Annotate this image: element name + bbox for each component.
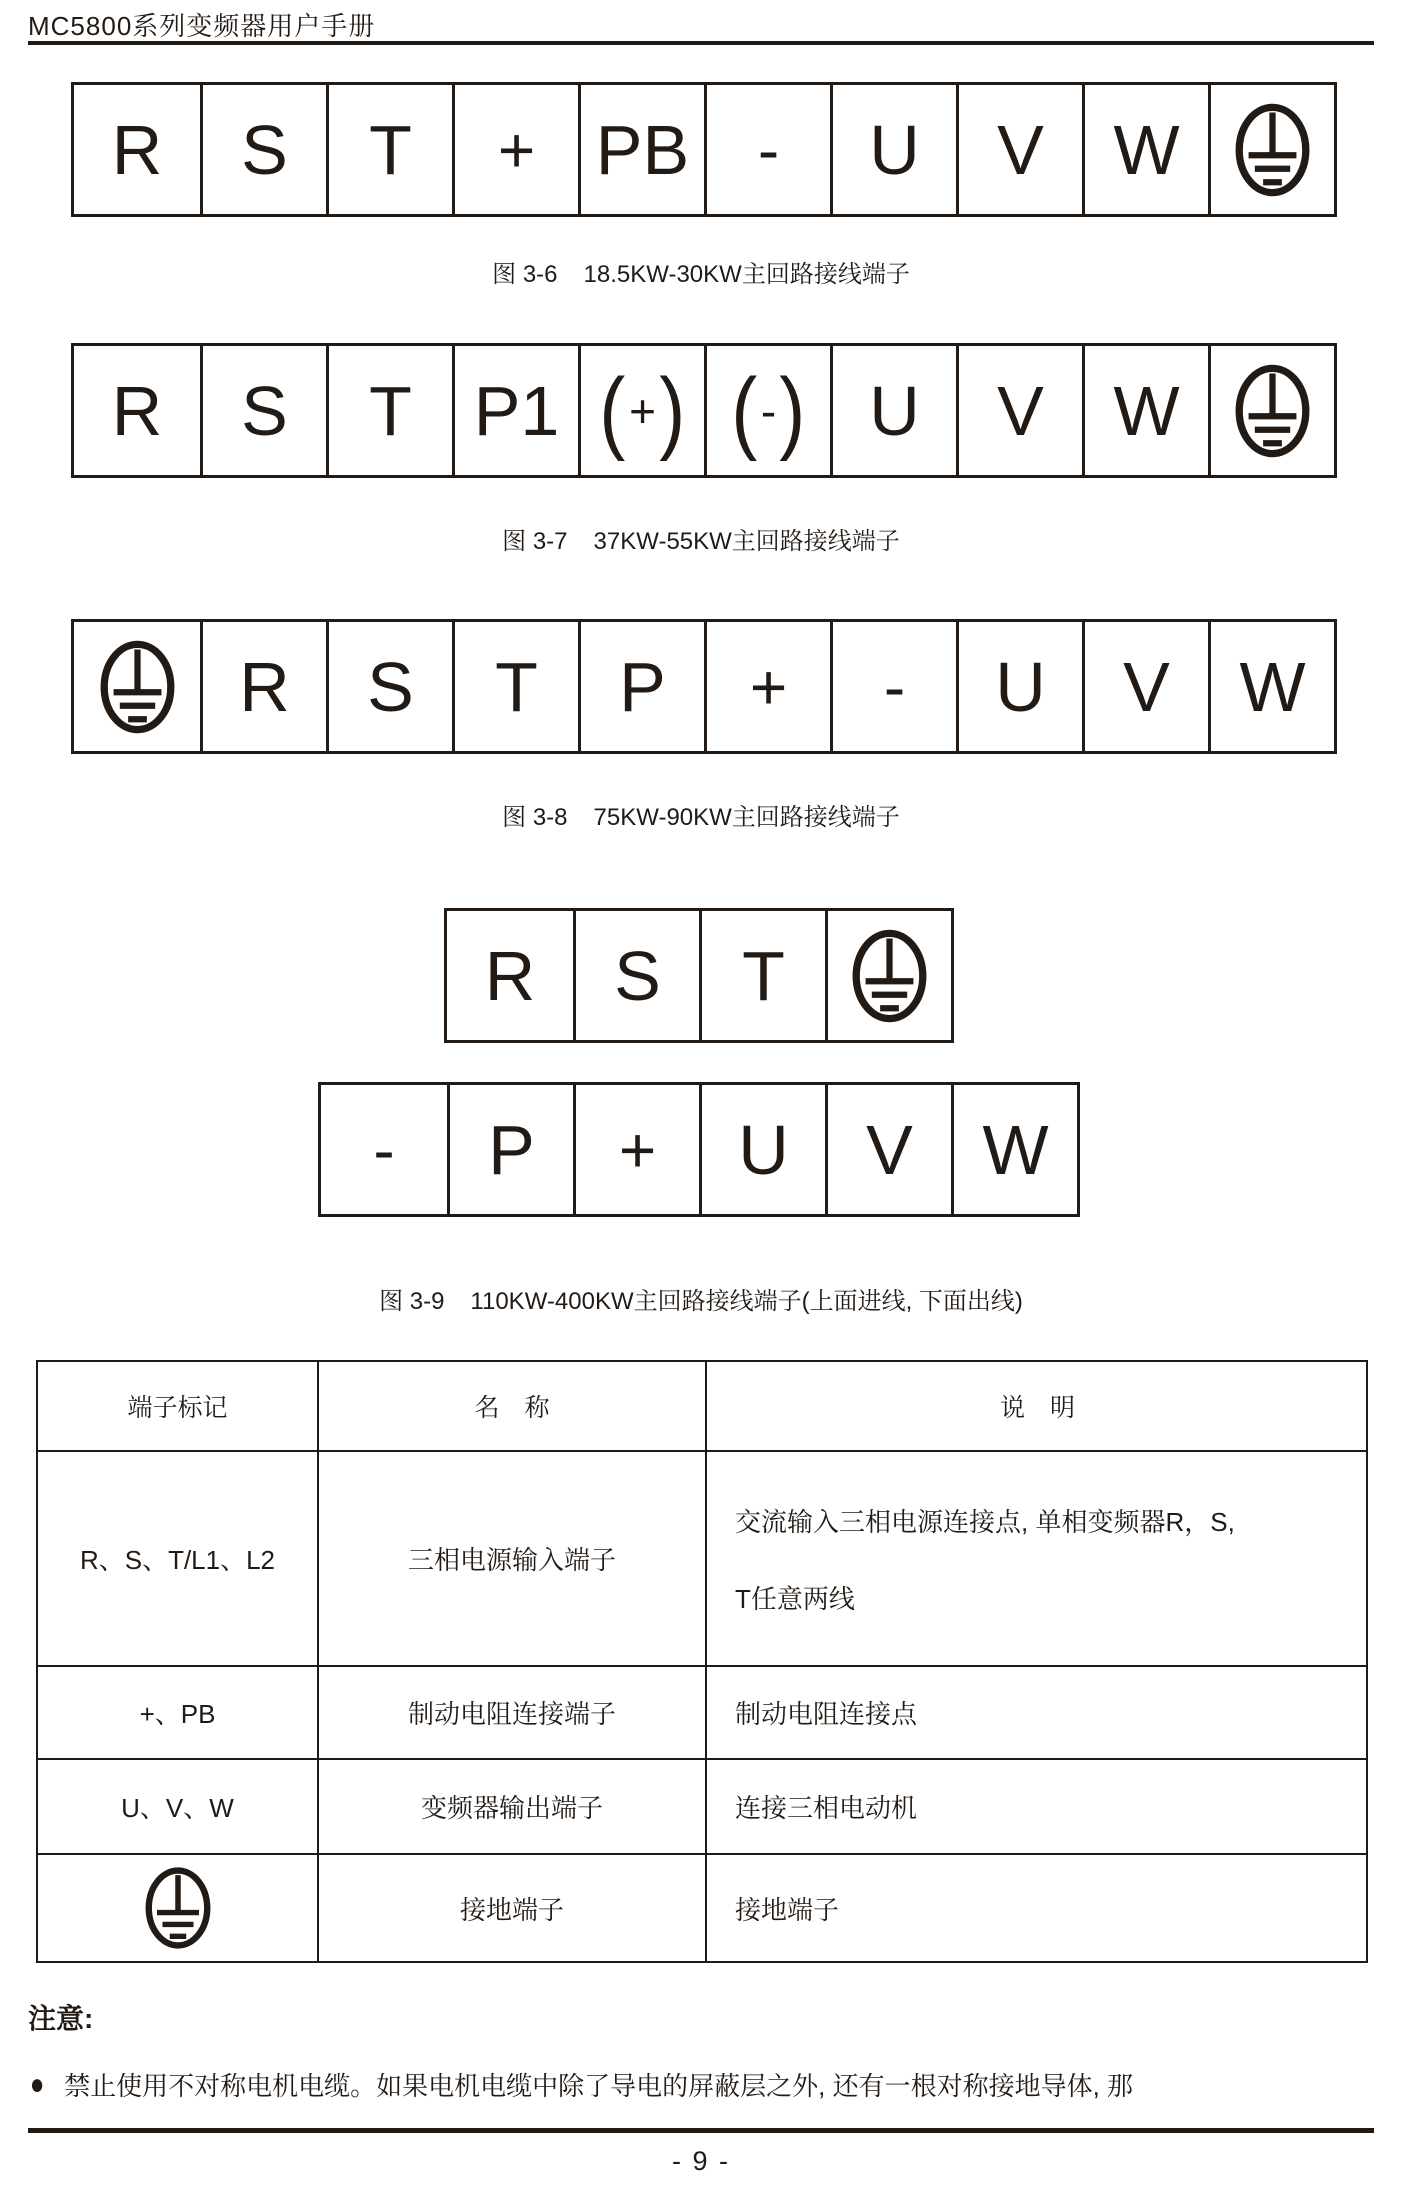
terminal-cell-ground <box>1208 85 1334 214</box>
table-header-desc: 说 明 <box>705 1362 1368 1450</box>
terminal-cell-ground <box>825 911 951 1040</box>
terminal-glyph: ) <box>659 359 686 462</box>
table-cell-mark: +、PB <box>139 1699 216 1729</box>
figure-label: 图 3-7 <box>502 528 568 555</box>
figure-label: 图 3-9 <box>379 1288 445 1315</box>
terminal-cell-+: + <box>452 85 578 214</box>
note-text: 禁止使用不对称电机电缆。如果电机电缆中除了导电的屏蔽层之外, 还有一根对称接地导体, 那 <box>64 2071 1134 2101</box>
terminal-cell-ground <box>1208 346 1334 475</box>
terminal-glyph: ( <box>599 359 626 462</box>
terminal-cell-+: + <box>704 622 830 751</box>
terminal-cell-W: W <box>951 1085 1077 1214</box>
terminal-strip-fig3-7 <box>71 343 1337 478</box>
figure-label: 图 3-8 <box>502 804 568 831</box>
description-line: T任意两线 <box>735 1583 855 1614</box>
terminal-glyph: ) <box>779 359 806 462</box>
protective-earth-ground-icon <box>144 1866 212 1950</box>
terminal-cell-W: W <box>1082 346 1208 475</box>
terminal-cell-+ <box>578 346 704 475</box>
terminal-cell-V: V <box>1082 622 1208 751</box>
description-line: 制动电阻连接点 <box>735 1699 918 1729</box>
figure-caption-text: 18.5KW-30KW主回路接线端子 <box>583 261 910 288</box>
page-number: - 9 - <box>671 2146 730 2176</box>
terminal-cell-U: U <box>830 346 956 475</box>
table-row <box>38 1758 1366 1853</box>
table-cell-name: 接地端子 <box>317 1855 705 1961</box>
table-row <box>38 1450 1366 1665</box>
figure-caption-text: 110KW-400KW主回路接线端子(上面进线, 下面出线) <box>470 1288 1023 1315</box>
description-line: 交流输入三相电源连接点, 单相变频器R，S, <box>735 1506 1235 1537</box>
table-header-row <box>38 1362 1366 1450</box>
terminal-strip-fig3-6 <box>71 82 1337 217</box>
description-line: 连接三相电动机 <box>735 1793 918 1823</box>
figure-caption-3-6 <box>0 254 1402 289</box>
figure-caption-text: 75KW-90KW主回路接线端子 <box>593 804 900 831</box>
table-cell-name: 变频器输出端子 <box>317 1760 705 1853</box>
header-rule <box>28 41 1374 45</box>
bullet-icon: ● <box>29 2067 45 2101</box>
terminal-cell-V: V <box>956 346 1082 475</box>
terminal-cell-W: W <box>1082 85 1208 214</box>
terminal-cell--: - <box>704 85 830 214</box>
terminal-glyph: + <box>629 384 656 437</box>
terminal-cell-V: V <box>956 85 1082 214</box>
terminal-cell-P: P <box>447 1085 573 1214</box>
figure-caption-3-8 <box>0 797 1402 832</box>
terminal-cell-P: P <box>578 622 704 751</box>
terminal-cell-U: U <box>699 1085 825 1214</box>
terminal-cell-U: U <box>956 622 1082 751</box>
note-item <box>28 2066 1388 2103</box>
protective-earth-ground-icon <box>1234 363 1311 459</box>
figure-caption-3-7 <box>0 521 1402 556</box>
table-cell-description <box>705 1855 1368 1961</box>
figure-caption-text: 37KW-55KW主回路接线端子 <box>593 528 900 555</box>
footer-rule <box>28 2128 1374 2133</box>
terminal-cell-- <box>704 346 830 475</box>
terminal-cell-T: T <box>452 622 578 751</box>
figure-label: 图 3-6 <box>492 261 558 288</box>
terminal-cell-PB: PB <box>578 85 704 214</box>
table-cell-mark: U、V、W <box>121 1793 234 1823</box>
table-cell-description <box>705 1760 1368 1853</box>
terminal-strip-fig3-9-output <box>318 1082 1080 1217</box>
table-row <box>38 1853 1366 1961</box>
table-cell-name: 制动电阻连接端子 <box>317 1667 705 1758</box>
table-cell-mark: R、S、T/L1、L2 <box>79 1545 276 1575</box>
table-cell-name: 三相电源输入端子 <box>317 1452 705 1665</box>
description-line: 接地端子 <box>735 1894 840 1925</box>
terminal-cell-S: S <box>573 911 699 1040</box>
table-cell-description <box>705 1667 1368 1758</box>
table-header-mark: 端子标记 <box>127 1394 228 1422</box>
figure-caption-3-9 <box>0 1281 1402 1316</box>
terminal-cell-T: T <box>326 346 452 475</box>
terminal-cell-R: R <box>111 110 163 189</box>
page-title: MC5800系列变频器用户手册 <box>28 11 376 41</box>
terminal-cell-T: T <box>326 85 452 214</box>
protective-earth-ground-icon <box>99 639 176 735</box>
terminal-glyph: ( <box>731 359 758 462</box>
terminal-strip-fig3-9-input <box>444 908 954 1043</box>
terminal-cell--: - <box>373 1113 395 1186</box>
protective-earth-ground-icon <box>851 928 928 1024</box>
table-cell-description <box>705 1452 1368 1665</box>
terminal-cell-U: U <box>830 85 956 214</box>
table-header-name: 名 称 <box>317 1362 705 1450</box>
terminal-cell-V: V <box>825 1085 951 1214</box>
terminal-cell-R: R <box>200 622 326 751</box>
terminal-cell-S: S <box>326 622 452 751</box>
table-cell-mark <box>38 1855 317 1961</box>
protective-earth-ground-icon <box>1234 102 1311 198</box>
terminal-glyph: - <box>760 384 777 437</box>
terminal-description-table <box>36 1360 1368 1963</box>
terminal-cell-S: S <box>200 346 326 475</box>
terminal-cell-ground <box>74 622 200 751</box>
table-row <box>38 1665 1366 1758</box>
note-label: 注意: <box>28 2003 94 2034</box>
terminal-cell-R: R <box>484 936 536 1015</box>
terminal-strip-fig3-8 <box>71 619 1337 754</box>
terminal-cell-W: W <box>1208 622 1334 751</box>
terminal-cell-T: T <box>699 911 825 1040</box>
terminal-cell-P1: P1 <box>452 346 578 475</box>
terminal-cell-R: R <box>111 371 163 450</box>
terminal-cell-S: S <box>200 85 326 214</box>
terminal-cell--: - <box>830 622 956 751</box>
terminal-cell-+: + <box>573 1085 699 1214</box>
